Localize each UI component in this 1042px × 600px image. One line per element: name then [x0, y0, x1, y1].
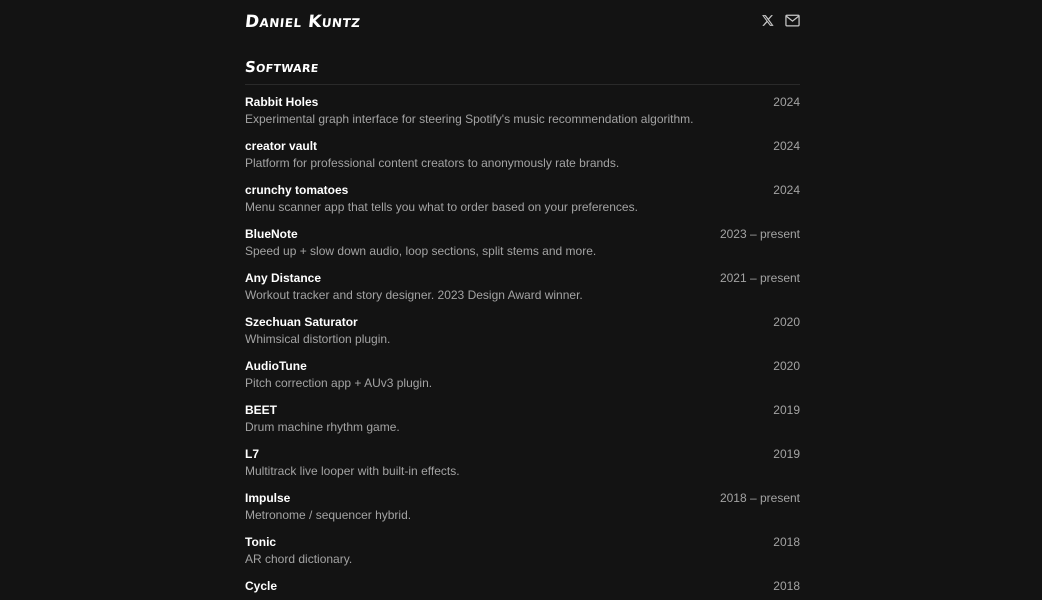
section-title-software: Software	[244, 58, 320, 76]
section-divider	[245, 84, 800, 85]
project-item[interactable]	[245, 578, 800, 600]
project-year: 2024	[773, 139, 800, 153]
mail-icon[interactable]	[785, 14, 800, 28]
project-year: 2024	[773, 95, 800, 109]
main-container	[243, 0, 800, 593]
project-name: BEET	[245, 403, 278, 417]
project-item[interactable]	[245, 182, 800, 226]
project-year: 2019	[773, 403, 800, 417]
project-year: 2018 – present	[719, 491, 800, 505]
project-name: BlueNote	[245, 227, 298, 241]
site-logo[interactable]: Daniel Kuntz	[243, 12, 362, 32]
project-name: Cycle	[245, 579, 278, 593]
project-description: Workout tracker and story designer. 2023 Design Award winner.	[245, 288, 583, 302]
project-item[interactable]	[245, 446, 800, 490]
project-name: Tonic	[245, 535, 277, 549]
project-name: Rabbit Holes	[245, 95, 319, 109]
project-list	[245, 94, 800, 600]
x-icon[interactable]	[761, 14, 775, 28]
project-description: Platform for professional content creators to anonymously rate brands.	[245, 156, 620, 170]
project-name: AudioTune	[245, 359, 307, 373]
project-item[interactable]	[245, 138, 800, 182]
project-year: 2018	[773, 579, 800, 593]
project-description: Pitch correction app + AUv3 plugin.	[245, 376, 433, 390]
project-description: AR chord dictionary.	[245, 552, 353, 566]
project-name: Impulse	[245, 491, 291, 505]
project-year: 2019	[773, 447, 800, 461]
project-item[interactable]	[245, 358, 800, 402]
project-item[interactable]	[245, 534, 800, 578]
project-item[interactable]	[245, 226, 800, 270]
project-description: Menu scanner app that tells you what to order based on your preferences.	[245, 200, 638, 214]
project-item[interactable]	[245, 490, 800, 534]
project-description: Whimsical distortion plugin.	[245, 332, 391, 346]
project-name: creator vault	[245, 139, 318, 153]
project-description: Multitrack live looper with built-in effects.	[245, 464, 460, 478]
project-year: 2020	[773, 315, 800, 329]
project-item[interactable]	[245, 94, 800, 138]
project-year: 2018	[773, 535, 800, 549]
project-description: Speed up + slow down audio, loop sections, split stems and more.	[245, 244, 597, 258]
project-year: 2024	[773, 183, 800, 197]
project-description: Drum machine rhythm game.	[245, 420, 400, 434]
site-header	[245, 0, 800, 44]
project-name: Any Distance	[245, 271, 322, 285]
project-description: Metronome / sequencer hybrid.	[245, 508, 412, 522]
project-name: Szechuan Saturator	[245, 315, 358, 329]
social-links	[761, 14, 800, 28]
project-name: crunchy tomatoes	[245, 183, 349, 197]
project-year: 2023 – present	[719, 227, 800, 241]
project-item[interactable]	[245, 314, 800, 358]
project-year: 2020	[773, 359, 800, 373]
project-year: 2021 – present	[719, 271, 800, 285]
project-item[interactable]	[245, 402, 800, 446]
project-description: Experimental graph interface for steering Spotify's music recommendation algorithm.	[245, 112, 694, 126]
project-item[interactable]	[245, 270, 800, 314]
project-name: L7	[245, 447, 260, 461]
